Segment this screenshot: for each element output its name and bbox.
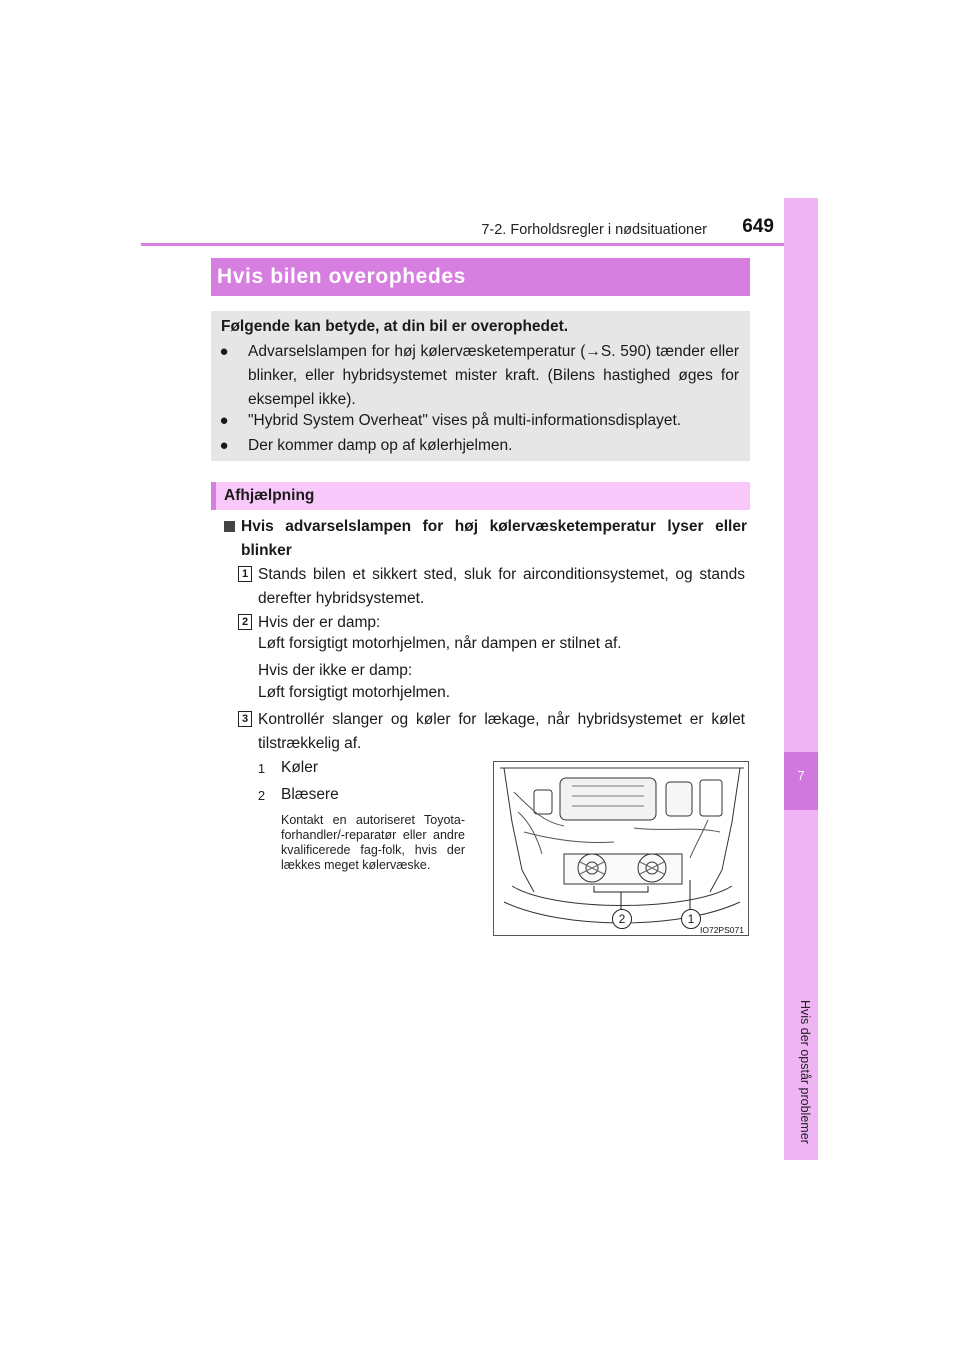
chapter-label: Hvis der opstår problemer <box>798 1000 812 1144</box>
legend-number: 1 <box>257 761 266 776</box>
header-rule <box>141 243 817 246</box>
sign-item: Der kommer damp op af kølerhjelmen. <box>248 437 513 454</box>
sign-item: Advarselslampen for høj kølervæsketemperatur (→S. 590) tænder eller blinker, eller hybridsystemet mister kraft. (Bilens hastighed øges for eksempel ikke). <box>248 343 739 408</box>
remedy-heading: Afhjælpning <box>224 487 315 504</box>
step-number-box: 1 <box>238 566 252 582</box>
square-bullet-icon <box>224 521 235 532</box>
callout-radiator: 1 <box>681 909 701 929</box>
coolant-leak-note: Kontakt en autoriseret Toyota-forhandler/-reparatør eller andre kvalificerede fag-folk, hvis der lækkes meget kølervæske. <box>281 813 465 872</box>
engine-compartment-illustration <box>493 761 749 936</box>
bullet-icon: ● <box>219 437 229 454</box>
remedy-heading-bar <box>211 482 750 510</box>
step-text: Hvis der er damp: <box>258 614 381 631</box>
step-text: Stands bilen et sikkert sted, sluk for airconditionsystemet, og stands derefter hybridsystemet. <box>258 566 745 607</box>
signs-heading: Følgende kan betyde, at din bil er overophedet. <box>221 318 569 335</box>
step-text: Løft forsigtigt motorhjelmen. <box>258 684 451 701</box>
legend-label: Blæsere <box>281 786 339 803</box>
step-number-box: 3 <box>238 711 252 727</box>
figure-code: IO72PS071 <box>700 925 744 935</box>
page-title: Hvis bilen overophedes <box>217 265 466 288</box>
section-title: 7-2. Forholdsregler i nødsituationer <box>481 222 707 238</box>
sign-item: "Hybrid System Overheat" vises på multi-informationsdisplayet. <box>248 412 682 429</box>
step-text: Hvis der ikke er damp: <box>258 662 413 679</box>
step-number-box: 2 <box>238 614 252 630</box>
step-text: Kontrollér slanger og køler for lækage, når hybridsystemet er kølet tilstrækkelig af. <box>258 711 745 752</box>
chapter-number-tab <box>784 752 818 810</box>
remedy-subheading: Hvis advarselslampen for høj kølervæsketemperatur lyser eller blinker <box>241 518 747 559</box>
callout-fans: 2 <box>612 909 632 929</box>
page-number: 649 <box>742 216 774 237</box>
legend-label: Køler <box>281 759 319 776</box>
step-text: Løft forsigtigt motorhjelmen, når dampen er stilnet af. <box>258 635 622 652</box>
legend-number: 2 <box>257 788 266 803</box>
page-title-bar <box>211 258 750 296</box>
bullet-icon: ● <box>219 343 229 360</box>
bullet-icon: ● <box>219 412 229 429</box>
chapter-number: 7 <box>797 768 805 783</box>
